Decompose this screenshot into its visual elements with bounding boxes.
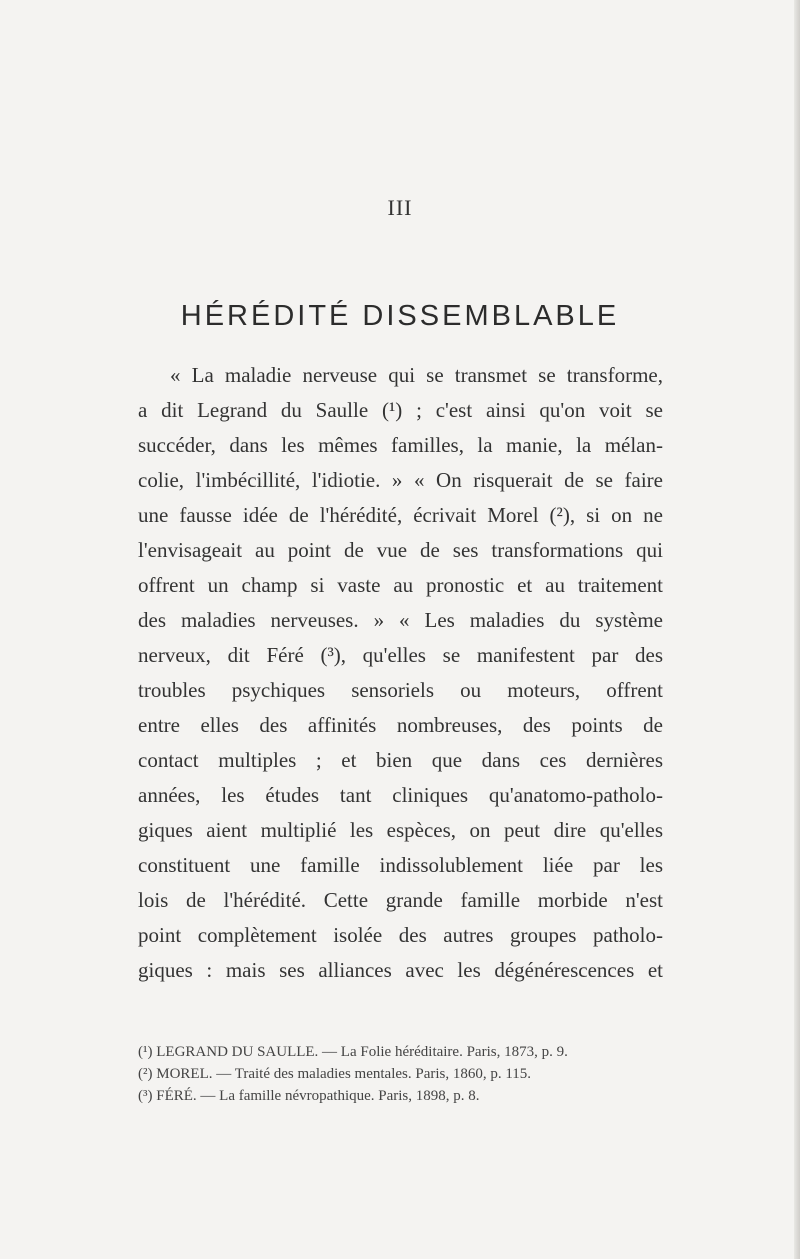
chapter-number: III <box>387 195 413 220</box>
text-line: des maladies nerveuses. » « Les maladies du système <box>138 608 663 632</box>
text-line: offrent un champ si vaste au pronostic et au traitement <box>138 573 663 597</box>
chapter-title: HÉRÉDITÉ DISSEMBLABLE <box>180 300 620 332</box>
text-line: succéder, dans les mêmes familles, la manie, la mélan- <box>138 433 663 457</box>
footnotes <box>138 1041 663 1107</box>
text-line: années, les études tant cliniques qu'anatomo-patholo- <box>138 783 663 807</box>
footnote: (³) FÉRÉ. — La famille névropathique. Paris, 1898, p. 8. <box>138 1088 480 1104</box>
text-line: contact multiples ; et bien que dans ces dernières <box>138 748 663 772</box>
text-line: « La maladie nerveuse qui se transmet se transforme, <box>170 363 663 387</box>
text-line: troubles psychiques sensoriels ou moteurs, offrent <box>138 678 663 702</box>
footnote: (¹) LEGRAND DU SAULLE. — La Folie héréditaire. Paris, 1873, p. 9. <box>138 1044 568 1060</box>
footnote: (²) MOREL. — Traité des maladies mentales. Paris, 1860, p. 115. <box>138 1066 532 1082</box>
text-line: entre elles des affinités nombreuses, des points de <box>138 713 663 737</box>
text-line: point complètement isolée des autres groupes patholo- <box>138 923 663 947</box>
page-edge <box>794 0 800 1259</box>
text-line: une fausse idée de l'hérédité, écrivait Morel (²), si on ne <box>138 503 663 527</box>
text-line: lois de l'hérédité. Cette grande famille morbide n'est <box>138 888 663 912</box>
text-line: a dit Legrand du Saulle (¹) ; c'est ainsi qu'on voit se <box>138 398 663 422</box>
text-line: giques : mais ses alliances avec les dégénérescences et <box>138 958 663 982</box>
text-line: constituent une famille indissolublement liée par les <box>138 853 663 877</box>
text-line: l'envisageait au point de vue de ses transformations qui <box>138 538 663 562</box>
text-line: giques aient multiplié les espèces, on peut dire qu'elles <box>138 818 663 842</box>
body-text <box>138 358 663 988</box>
text-line: nerveux, dit Féré (³), qu'elles se manifestent par des <box>138 643 663 667</box>
text-line: colie, l'imbécillité, l'idiotie. » « On risquerait de se faire <box>138 468 663 492</box>
